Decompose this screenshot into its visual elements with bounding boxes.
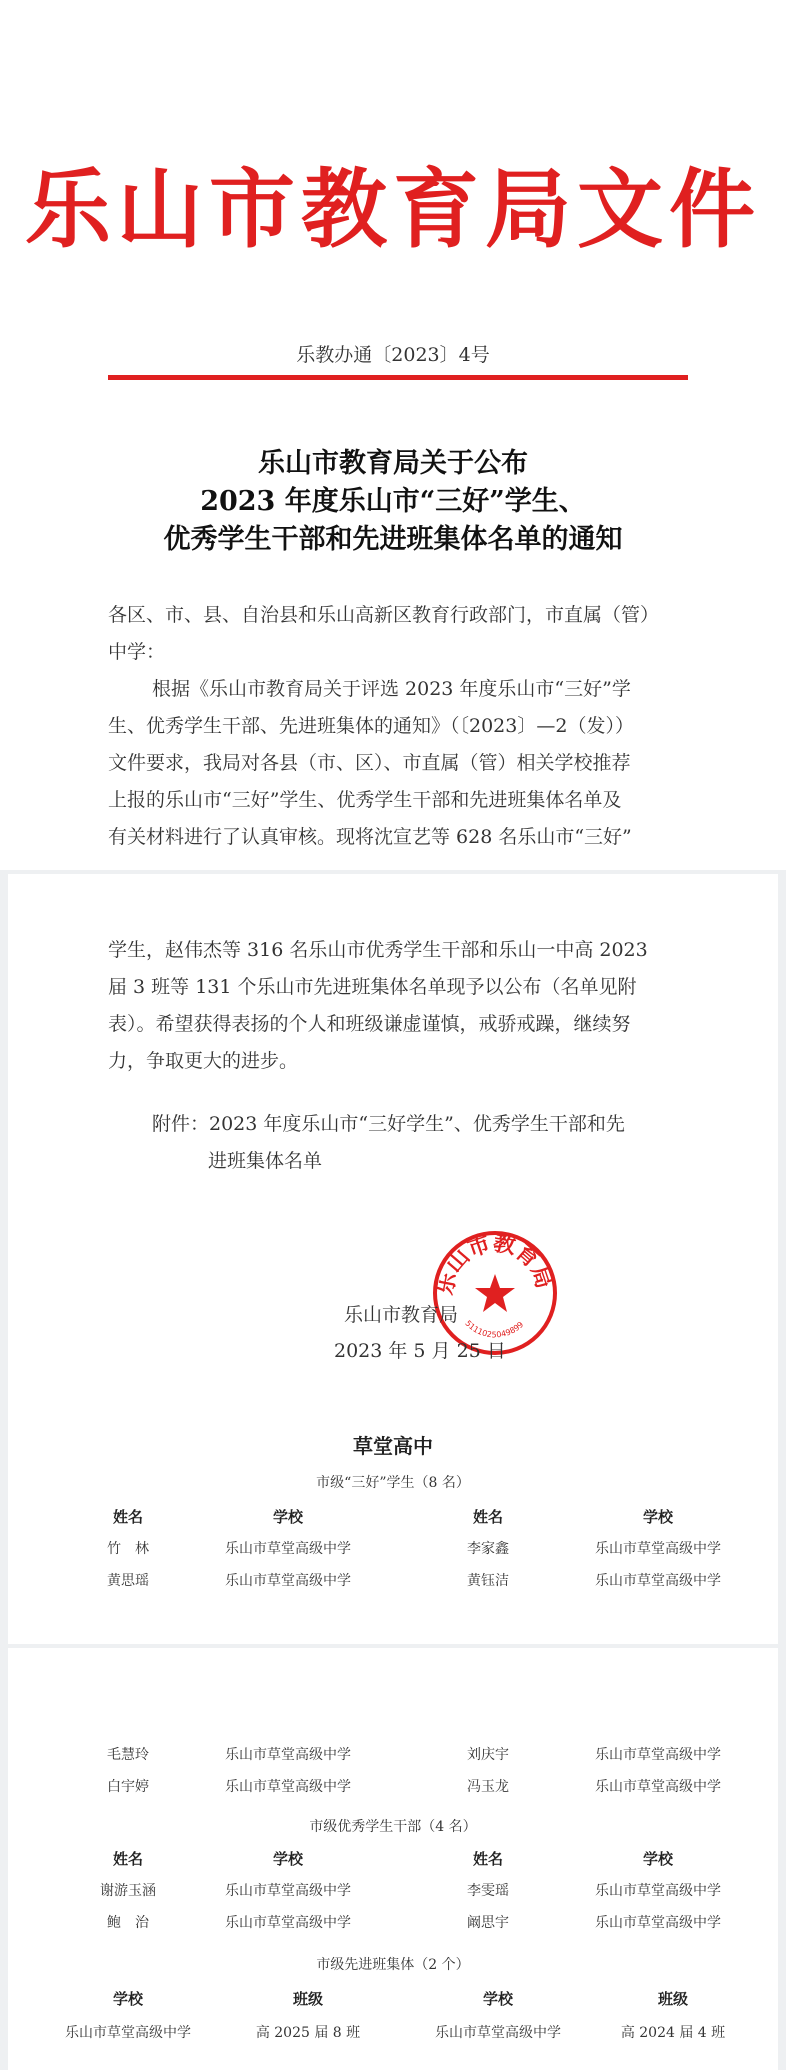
table-header-row [8, 1506, 778, 1536]
table-header-row [8, 1988, 778, 2018]
student-name: 李家鑫 [467, 1541, 509, 1557]
notice-title-line: 2023 年度乐山市“三好”学生、 [200, 486, 586, 517]
school-cell: 乐山市草堂高级中学 [225, 1779, 351, 1795]
body-line: 生、优秀学生干部、先进班集体的通知》（〔2023〕—2（发）） [108, 715, 634, 737]
document-header-title: 乐山市教育局文件 [25, 159, 761, 260]
signer: 乐山市教育局 [344, 1304, 459, 1326]
seal-arc-text: 乐山市教育局 [433, 1230, 557, 1298]
section-title: 市级“三好”学生（8 名） [316, 1475, 470, 1491]
col-header-school: 学校 [482, 1990, 513, 2008]
col-header-class: 班级 [292, 1990, 323, 2008]
col-header-school: 学校 [642, 1508, 673, 1526]
notice-title-line: 乐山市教育局关于公布 [258, 448, 528, 479]
school-name: 草堂高中 [353, 1434, 433, 1458]
student-name: 鲍 治 [107, 1915, 149, 1931]
col-header-name: 姓名 [472, 1508, 503, 1526]
table-row [8, 2022, 778, 2052]
school-cell: 乐山市草堂高级中学 [595, 1747, 721, 1763]
body-line: 表）。希望获得表扬的个人和班级谦虚谨慎，戒骄戒躁，继续努 [108, 1013, 631, 1035]
body-line: 根据《乐山市教育局关于评选 2023 年度乐山市“三好”学 [152, 678, 631, 700]
issue-date: 2023 年 5 月 25 日 [334, 1340, 506, 1362]
addressee-line: 中学： [108, 641, 166, 663]
attachment-line: 进班集体名单 [208, 1150, 323, 1172]
school-cell: 乐山市草堂高级中学 [225, 1883, 351, 1899]
table-row [8, 1570, 778, 1600]
red-divider-line [108, 375, 688, 380]
body-line: 力，争取更大的进步。 [108, 1050, 299, 1072]
document-page-2 [8, 874, 778, 1644]
col-header-school: 学校 [642, 1850, 673, 1868]
body-line: 文件要求，我局对各县（市、区）、市直属（管）相关学校推荐 [108, 752, 631, 774]
col-header-name: 姓名 [472, 1850, 503, 1868]
col-header-class: 班级 [657, 1990, 688, 2008]
table-row [8, 1744, 778, 1774]
table-row [8, 1912, 778, 1942]
col-header-school: 学校 [112, 1990, 143, 2008]
school-cell: 乐山市草堂高级中学 [595, 1541, 721, 1557]
col-header-school: 学校 [272, 1850, 303, 1868]
table-row [8, 1538, 778, 1568]
student-name: 刘庆宇 [467, 1747, 509, 1763]
addressee [108, 597, 659, 671]
table-row [8, 1880, 778, 1910]
notice-body-part-1 [108, 671, 634, 856]
col-header-name: 姓名 [112, 1508, 143, 1526]
school-cell: 乐山市草堂高级中学 [225, 1747, 351, 1763]
body-line: 学生，赵伟杰等 316 名乐山市优秀学生干部和乐山一中高 2023 [108, 939, 648, 961]
student-name: 谢游玉涵 [100, 1883, 156, 1899]
school-cell: 乐山市草堂高级中学 [595, 1915, 721, 1931]
addressee-line: 各区、市、县、自治县和乐山高新区教育行政部门，市直属（管） [108, 604, 660, 626]
col-header-school: 学校 [272, 1508, 303, 1526]
school-cell: 乐山市草堂高级中学 [225, 1541, 351, 1557]
table-row [8, 1776, 778, 1806]
student-name: 竹 林 [107, 1541, 149, 1557]
attachment-line: 附件：2023 年度乐山市“三好学生”、优秀学生干部和先 [152, 1113, 625, 1135]
document-number: 乐教办通〔2023〕4号 [296, 344, 490, 366]
table-header-row [8, 1848, 778, 1878]
class-cell: 高 2024 届 4 班 [620, 2025, 726, 2041]
school-cell: 乐山市草堂高级中学 [225, 1915, 351, 1931]
school-cell: 乐山市草堂高级中学 [225, 1573, 351, 1589]
section-title: 市级优秀学生干部（4 名） [309, 1819, 477, 1835]
student-name: 黄钰洁 [467, 1573, 509, 1589]
school-cell: 乐山市草堂高级中学 [595, 1883, 721, 1899]
notice-title [0, 445, 786, 559]
school-cell: 乐山市草堂高级中学 [595, 1573, 721, 1589]
document-page-3 [8, 1648, 778, 2070]
student-name: 毛慧玲 [107, 1747, 149, 1763]
body-line: 上报的乐山市“三好”学生、优秀学生干部和先进班集体名单及 [108, 789, 622, 811]
school-cell: 乐山市草堂高级中学 [65, 2025, 191, 2041]
seal-code-text: 5111025049899 [463, 1318, 526, 1340]
student-name: 李雯瑶 [467, 1883, 509, 1899]
body-line: 有关材料进行了认真审核。现将沈宣艺等 628 名乐山市“三好” [108, 826, 632, 848]
document-page-1 [0, 0, 786, 870]
notice-title-line: 优秀学生干部和先进班集体名单的通知 [163, 524, 623, 555]
school-cell: 乐山市草堂高级中学 [595, 1779, 721, 1795]
student-name: 黄思瑶 [107, 1573, 149, 1589]
body-line: 届 3 班等 131 个乐山市先进班集体名单现予以公布（名单见附 [108, 976, 637, 998]
student-name: 冯玉龙 [467, 1779, 509, 1795]
student-name: 阚思宇 [467, 1915, 509, 1931]
col-header-name: 姓名 [112, 1850, 143, 1868]
class-cell: 高 2025 届 8 班 [255, 2025, 361, 2041]
school-lists [8, 874, 778, 1644]
section-title: 市级先进班集体（2 个） [316, 1957, 470, 1973]
school-cell: 乐山市草堂高级中学 [435, 2025, 561, 2041]
student-name: 白宇婷 [107, 1779, 149, 1795]
